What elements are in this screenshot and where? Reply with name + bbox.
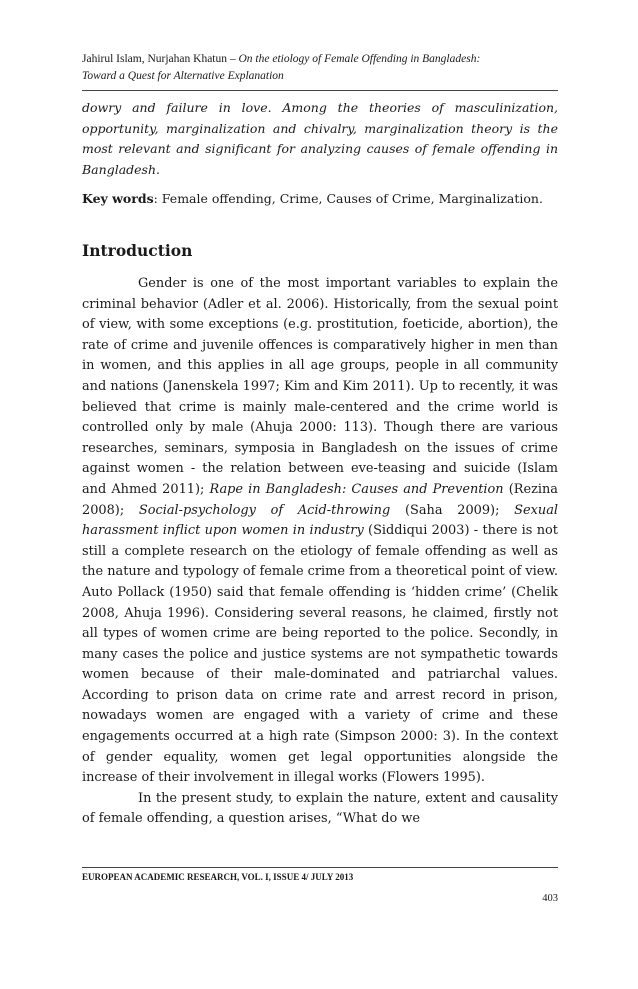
- section-heading: Introduction: [82, 241, 193, 260]
- keywords-label: Key words: [82, 191, 154, 206]
- p1-title-acid: Social-psychology of Acid-throwing: [138, 502, 391, 518]
- paragraph-1: [82, 274, 558, 789]
- keywords: [82, 189, 558, 210]
- paragraph-2: In the present study, to explain the nature, extent and causality of female offending, a question arises, “What do we: [82, 790, 558, 827]
- p1-text-1: Gender is one of the most important variables to explain the criminal behavior (Adler et al. 2006). Historically, from the sexual point of view, with some exceptions (e.g. prostitution, foeticide, abortion), the rate of crime and juvenile offences is comparatively higher in men than in women, and this applies in all age groups, people in all community and nations (Janenskela 1997; Kim and Kim 2011). Up to recently, it was believed that crime is mainly male-centered and the crime world is controlled only by male (Ahuja 2000: 113). Though there are various researches, seminars, symposia in Bangladesh on the issues of crime against women - the relation between eve-teasing and suicide (Islam and Ahmed 2011);: [82, 276, 558, 497]
- running-header: [82, 51, 562, 85]
- footer-rule: [82, 867, 558, 868]
- p1-text-2: (Rezina 2008);: [82, 481, 558, 518]
- keywords-text: : Female offending, Crime, Causes of Crime, Marginalization.: [153, 191, 543, 206]
- p1-title-rape: Rape in Bangladesh: Causes and Prevention: [209, 481, 504, 497]
- abstract-tail: dowry and failure in love. Among the theories of masculinization, opportunity, marginalization and chivalry, marginalization theory is the most relevant and significant for analyzing causes of female offending in Bangladesh.: [82, 100, 558, 177]
- page-number: 403: [542, 893, 558, 904]
- header-authors: Jahirul Islam, Nurjahan Khatun –: [82, 53, 239, 65]
- header-title-line2: Toward a Quest for Alternative Explanation: [82, 70, 284, 82]
- header-rule: [82, 90, 558, 91]
- p1-text-3: (Saha 2009);: [390, 502, 515, 518]
- journal-footer: EUROPEAN ACADEMIC RESEARCH, VOL. I, ISSUE 4/ JULY 2013: [82, 872, 354, 882]
- p1-text-4: (Siddiqui 2003) - there is not still a complete research on the etiology of female offending as well as the nature and typology of female crime from a theoretical point of view. Auto Pollack (1950) said that female offending is ‘hidden crime’ (Chelik 2008, Ahuja 1996). Considering several reasons, he claimed, firstly not all types of women crime are being reported to the police. Secondly, in many cases the police and justice systems are not sympathetic towards women because of their male-dominated and patriarchal values. According to prison data on crime rate and arrest record in prison, nowadays women are engaged with a variety of crime and these engagements occurred at a high rate (Simpson 2000: 3). In the context of gender equality, women get legal opportunities alongside the increase of their involvement in illegal works (Flowers 1995).: [82, 523, 559, 786]
- header-title-line1: On the etiology of Female Offending in Bangladesh:: [238, 53, 481, 65]
- body-text: [82, 274, 558, 830]
- p1-title-harassment: Sexual harassment inflict upon women in industry: [82, 502, 558, 539]
